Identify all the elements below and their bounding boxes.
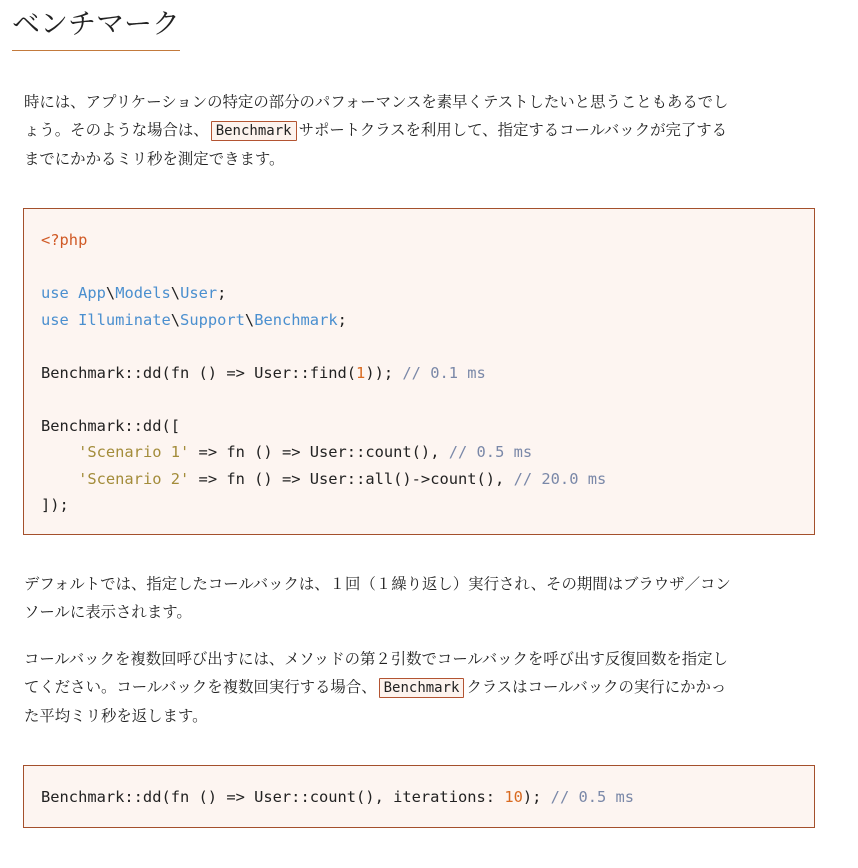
namespace-segment: Benchmark [254, 310, 338, 329]
namespace-segment: App [78, 284, 106, 302]
namespace-segment: Models [115, 284, 171, 302]
para3-line-2-text-before: てください。コールバックを複数回実行する場合、 [24, 678, 377, 696]
code-block-iterations-example [23, 765, 815, 828]
use-statement-benchmark [41, 311, 347, 329]
namespace-separator: \ [170, 284, 181, 302]
section-heading: ベンチマーク [12, 4, 180, 51]
code-comment: // 0.1 ms [402, 363, 486, 382]
code-text: => fn () => User::count(), [189, 443, 449, 461]
namespace-segment: User [180, 284, 218, 302]
para3-line-1: コールバックを複数回呼び出すには、メソッドの第２引数でコールバックを呼び出す反復回数を指定し [24, 650, 728, 668]
code-comment: // 0.5 ms [550, 788, 635, 806]
keyword-use: use [41, 284, 69, 302]
intro-line-2 [24, 116, 832, 145]
para3-line-2-text-after: クラスはコールバックの実行にかかっ [466, 678, 727, 696]
namespace-separator: \ [105, 284, 116, 302]
para2-line-2: ソールに表示されます。 [24, 603, 192, 621]
default-behavior-paragraph [24, 570, 832, 626]
namespace-separator: \ [244, 310, 255, 329]
intro-line-2-text-after: サポートクラスを利用して、指定するコールバックが完了する [298, 121, 728, 139]
code-text: Benchmark::dd(fn () => User::count(), iterations: [41, 788, 505, 806]
intro-line-3: までにかかるミリ秒を測定できます。 [24, 150, 285, 168]
inline-code-benchmark: Benchmark [379, 678, 465, 698]
intro-line-1: 時には、アプリケーションの特定の部分のパフォーマンスを素早くテストしたいと思うこともあるでし [24, 93, 729, 111]
inline-code-benchmark: Benchmark [211, 121, 297, 141]
code-number: 10 [504, 788, 523, 806]
php-open-tag: <?php [41, 231, 88, 249]
para3-line-2 [24, 673, 832, 702]
use-statement-user [41, 284, 226, 302]
code-string: 'Scenario 2' [78, 469, 190, 488]
code-text: => fn () => User::all()->count(), [189, 469, 514, 488]
scenario-2-row [41, 470, 606, 488]
iterations-paragraph [24, 645, 832, 730]
statement-end: ; [217, 284, 227, 302]
code-text: )); [365, 363, 403, 382]
namespace-segment: Illuminate [78, 310, 171, 329]
keyword-use: use [41, 310, 69, 329]
code-comment: // 0.5 ms [448, 443, 533, 461]
code-listing [41, 784, 814, 811]
benchmark-array-call-close: ]); [41, 496, 69, 514]
code-string: 'Scenario 1' [78, 443, 190, 461]
code-number: 1 [356, 363, 366, 382]
code-indent [41, 470, 78, 488]
code-block-benchmark-examples [23, 208, 815, 535]
namespace-separator: \ [170, 310, 181, 329]
code-indent [41, 443, 78, 461]
code-comment: // 20.0 ms [513, 469, 607, 488]
code-listing [41, 227, 814, 519]
benchmark-single-call [41, 364, 486, 382]
para2-line-1: デフォルトでは、指定したコールバックは、１回（１繰り返し）実行され、その期間はブラウザ／コン [24, 575, 731, 593]
namespace-segment: Support [180, 310, 245, 329]
para3-line-3: た平均ミリ秒を返します。 [24, 707, 208, 725]
scenario-1-row [41, 443, 532, 461]
intro-paragraph [24, 88, 832, 173]
statement-end: ; [337, 310, 347, 329]
benchmark-array-call-open: Benchmark::dd([ [41, 416, 180, 435]
code-text: ); [522, 788, 551, 806]
code-text: Benchmark::dd(fn () => User::find( [41, 363, 357, 382]
intro-line-2-text-before: ょう。そのような場合は、 [24, 121, 209, 139]
